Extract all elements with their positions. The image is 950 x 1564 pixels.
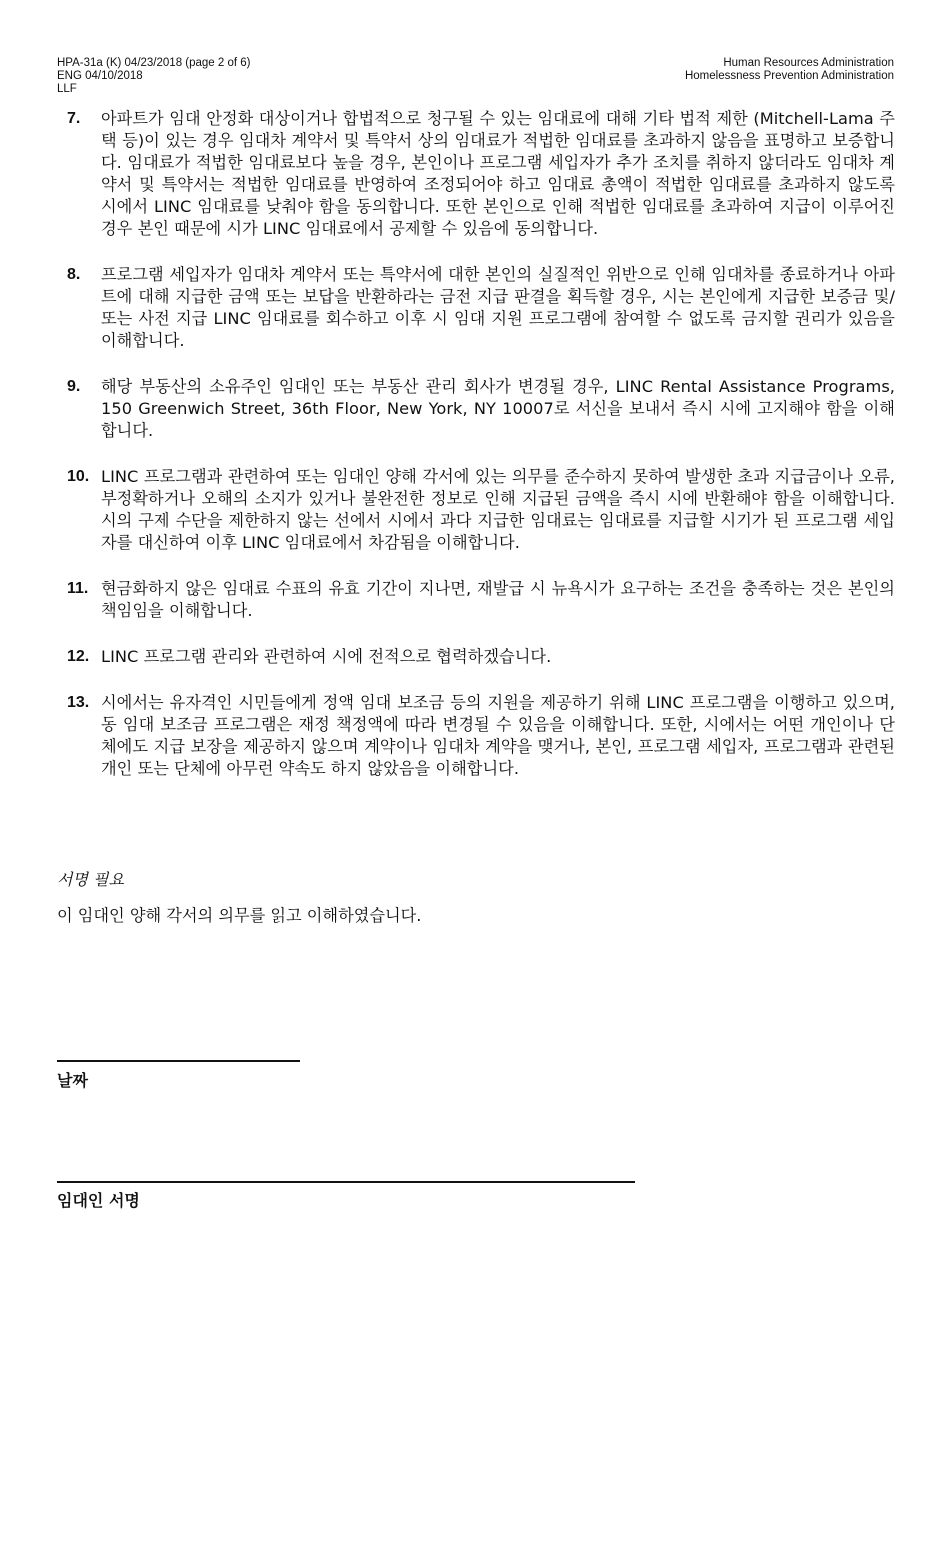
term-item-9 [67, 376, 895, 442]
date-label: 날짜 [57, 1071, 88, 1090]
agency-division: Homelessness Prevention Administration [684, 70, 894, 82]
agency-header [685, 57, 894, 83]
agency-name: Human Resources Administration [723, 57, 894, 69]
date-line[interactable] [57, 1060, 300, 1062]
form-eng-date: ENG 04/10/2018 [57, 70, 143, 82]
term-item-13 [67, 692, 895, 780]
term-text: LINC 프로그램 관리와 관련하여 시에 전적으로 협력하겠습니다. [101, 647, 552, 666]
term-item-12 [67, 646, 895, 668]
form-code: HPA-31a (K) 04/23/2018 (page 2 of 6) [57, 57, 251, 69]
term-number: 9. [67, 378, 81, 395]
term-item-10 [67, 466, 895, 554]
landlord-signature-label: 임대인 서명 [57, 1191, 140, 1210]
term-text: 프로그램 세입자가 임대차 계약서 또는 특약서에 대한 본인의 실질적인 위반으로 인해 임대차를 종료하거나 아파트에 대해 지급한 금액 또는 보답을 반환하라는 금전 지급 판결을 획득할 경우, 시는 본인에게 지급한 보증금 및/또는 사전 지급 LINC 임대료를 회수하고 이후 시 임대 지원 프로그램에 참여할 수 없도록 금지할 권리가 있음을 이해합니다. [101, 265, 895, 350]
term-number: 7. [67, 110, 81, 127]
signature-statement: 이 임대인 양해 각서의 의무를 읽고 이해하였습니다. [57, 906, 422, 925]
term-number: 13. [67, 694, 90, 711]
signature-required-heading: 서명 필요 [57, 870, 124, 889]
landlord-signature-line[interactable] [57, 1181, 635, 1183]
term-text: 해당 부동산의 소유주인 임대인 또는 부동산 관리 회사가 변경될 경우, LINC Rental Assistance Programs, 150 Greenwich Street, 36th Floor, New York, NY 10007로 서신을 보내서 즉시 시에 고지해야 함을 이해합니다. [101, 377, 895, 440]
form-suffix: LLF [57, 83, 77, 95]
term-number: 11. [67, 580, 89, 597]
term-item-11 [67, 578, 895, 622]
term-item-8 [67, 264, 895, 352]
term-number: 10. [67, 468, 90, 485]
term-text: 현금화하지 않은 임대료 수표의 유효 기간이 지나면, 재발급 시 뉴욕시가 요구하는 조건을 충족하는 것은 본인의 책임임을 이해합니다. [101, 579, 895, 620]
term-item-7 [67, 108, 895, 240]
term-text: LINC 프로그램과 관련하여 또는 임대인 양해 각서에 있는 의무를 준수하지 못하여 발생한 초과 지급금이나 오류, 부정확하거나 오해의 소지가 있거나 불완전한 정보로 인해 지급된 금액을 즉시 시에 반환해야 함을 이해합니다. 시의 구제 수단을 제한하지 않는 선에서 시에서 과다 지급한 임대료는 임대료를 지급할 시기가 된 프로그램 세입자를 대신하여 이후 LINC 임대료에서 차감됨을 이해합니다. [101, 467, 895, 552]
term-text: 시에서는 유자격인 시민들에게 정액 임대 보조금 등의 지원을 제공하기 위해 LINC 프로그램을 이행하고 있으며, 동 임대 보조금 프로그램은 재정 책정액에 따라 변경될 수 있음을 이해합니다. 또한, 시에서는 어떤 개인이나 단체에도 지급 보장을 제공하지 않으며 계약이나 임대차 계약을 맺거나, 본인, 프로그램 세입자, 프로그램과 관련된 개인 또는 단체에 아무런 약속도 하지 않았음을 이해합니다. [101, 693, 895, 778]
term-number: 12. [67, 648, 90, 665]
terms-list [67, 108, 895, 804]
form-id-header [57, 57, 251, 96]
term-text: 아파트가 임대 안정화 대상이거나 합법적으로 청구될 수 있는 임대료에 대해 기타 법적 제한 (Mitchell-Lama 주택 등)이 있는 경우 임대차 계약서 및 특약서 상의 임대료가 적법한 임대료를 초과하지 않음을 표명하고 보증합니다. 임대료가 적법한 임대료보다 높을 경우, 본인이나 프로그램 세입자가 추가 조치를 취하지 않더라도 임대차 계약서 및 특약서는 적법한 임대료를 반영하여 조정되어야 하고 임대료 총액이 적법한 임대료를 초과하지 않도록 시에서 LINC 임대료를 낮춰야 함을 동의합니다. 또한 본인으로 인해 적법한 임대료를 초과하여 지급이 이루어진 경우 본인 때문에 시가 LINC 임대료에서 공제할 수 있음에 동의합니다. [101, 109, 895, 238]
term-number: 8. [67, 266, 81, 283]
